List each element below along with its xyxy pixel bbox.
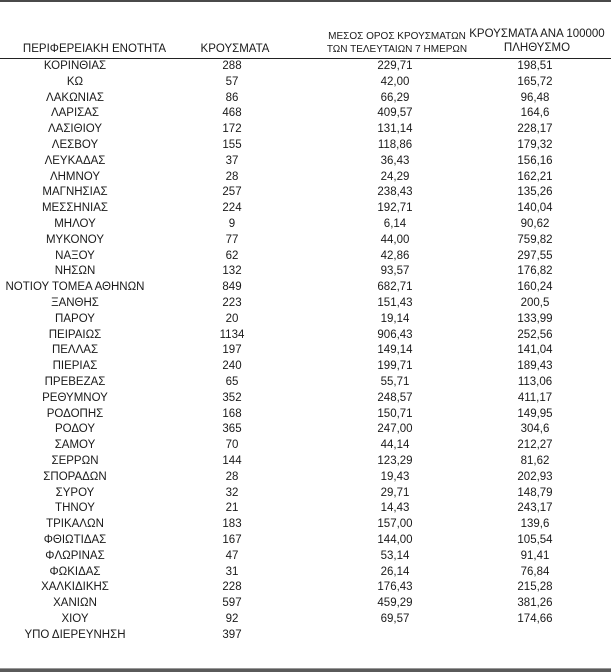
- cell-region: ΜΑΓΝΗΣΙΑΣ: [42, 186, 108, 199]
- cell-region: ΝΗΣΩΝ: [54, 265, 96, 278]
- table-row: [0, 343, 611, 359]
- cell-per100k: 81,62: [520, 454, 550, 467]
- cell-per100k: 252,56: [517, 328, 553, 341]
- cell-cases: 20: [225, 312, 239, 325]
- cell-per100k: 189,43: [517, 360, 553, 373]
- cell-avg7: 123,29: [377, 454, 413, 467]
- table-row: [0, 533, 611, 549]
- table-row: [0, 312, 611, 328]
- cell-per100k: 411,17: [517, 391, 553, 404]
- cell-region: ΝΑΞΟΥ: [55, 249, 95, 262]
- cell-cases: 28: [225, 170, 239, 183]
- cell-cases: 31: [225, 565, 239, 578]
- cell-region: ΚΩ: [66, 75, 84, 88]
- cell-region: ΜΗΛΟΥ: [54, 217, 96, 230]
- cell-avg7: 53,14: [380, 549, 410, 562]
- table-row: [0, 549, 611, 565]
- cell-region: ΧΑΝΙΩΝ: [53, 597, 97, 610]
- cell-avg7: 42,86: [380, 249, 410, 262]
- cell-per100k: 215,28: [517, 581, 553, 594]
- table-row: [0, 375, 611, 391]
- cell-cases: 597: [222, 597, 242, 610]
- cell-cases: 155: [222, 138, 242, 151]
- cell-avg7: 36,43: [380, 154, 410, 167]
- cell-region: ΧΙΟΥ: [61, 612, 89, 625]
- cell-avg7: 229,71: [377, 60, 413, 72]
- header-region: ΠΕΡΙΦΕΡΕΙΑΚΗ ΕΝΟΤΗΤΑ: [22, 43, 167, 55]
- cell-avg7: 19,14: [380, 312, 410, 325]
- cell-cases: 167: [222, 533, 242, 546]
- table-row: [0, 438, 611, 454]
- cell-cases: 397: [222, 628, 242, 641]
- cell-cases: 77: [225, 233, 239, 246]
- cell-region: ΣΥΡΟΥ: [55, 486, 95, 499]
- header-per100k: [462, 27, 611, 55]
- table-row: [0, 59, 611, 75]
- cell-cases: 468: [222, 107, 242, 120]
- cell-avg7: 118,86: [377, 138, 413, 151]
- cell-avg7: 238,43: [377, 186, 413, 199]
- header-avg7-line2: ΤΩΝ ΤΕΛΕΥΤΑΙΩΝ 7 ΗΜΕΡΩΝ: [326, 44, 468, 55]
- cell-cases: 47: [225, 549, 239, 562]
- cell-region: ΧΑΛΚΙΔΙΚΗΣ: [41, 581, 109, 594]
- cell-avg7: 176,43: [377, 581, 413, 594]
- cell-per100k: 304,6: [520, 423, 550, 436]
- table-row: [0, 201, 611, 217]
- cell-cases: 228: [222, 581, 242, 594]
- table-row: [0, 296, 611, 312]
- cell-avg7: 66,29: [380, 91, 410, 104]
- cell-region: ΣΕΡΡΩΝ: [51, 454, 99, 467]
- cell-avg7: 459,29: [377, 597, 413, 610]
- table-row: [0, 470, 611, 486]
- cell-avg7: 151,43: [377, 296, 413, 309]
- cell-region: ΡΟΔΟΥ: [54, 423, 96, 436]
- cell-avg7: 247,00: [377, 423, 413, 436]
- table-row: [0, 264, 611, 280]
- cell-per100k: 133,99: [517, 312, 553, 325]
- cell-region: ΠΡΕΒΕΖΑΣ: [44, 375, 106, 388]
- cell-per100k: 139,6: [520, 518, 550, 531]
- cell-region: ΡΟΔΟΠΗΣ: [46, 407, 104, 420]
- cell-per100k: 162,21: [517, 170, 553, 183]
- table-row: [0, 454, 611, 470]
- cell-cases: 32: [225, 486, 239, 499]
- cell-region: ΠΕΛΛΑΣ: [51, 344, 99, 357]
- table-row: [0, 486, 611, 502]
- cell-per100k: 90,62: [520, 217, 550, 230]
- cell-per100k: 165,72: [517, 75, 553, 88]
- cell-per100k: 96,48: [520, 91, 550, 104]
- cell-per100k: 198,51: [517, 60, 553, 72]
- table-row: [0, 580, 611, 596]
- cell-cases: 37: [225, 154, 239, 167]
- cell-cases: 86: [225, 91, 239, 104]
- table-row: [0, 517, 611, 533]
- table-row: [0, 328, 611, 344]
- table-row: [0, 249, 611, 265]
- cell-per100k: 212,27: [517, 439, 553, 452]
- cell-avg7: 6,14: [383, 217, 407, 230]
- cell-cases: 257: [222, 186, 242, 199]
- header-cases: ΚΡΟΥΣΜΑΤΑ: [200, 43, 270, 55]
- cell-region: ΥΠΟ ΔΙΕΡΕΥΝΗΣΗ: [24, 628, 126, 641]
- cell-cases: 132: [222, 265, 242, 278]
- table-row: [0, 91, 611, 107]
- cell-avg7: 14,43: [380, 502, 410, 515]
- cell-avg7: 248,57: [377, 391, 413, 404]
- table-row: [0, 612, 611, 628]
- cell-region: ΦΩΚΙΔΑΣ: [49, 565, 101, 578]
- cell-avg7: 131,14: [377, 123, 413, 136]
- table-row: [0, 217, 611, 233]
- cell-cases: 849: [222, 281, 242, 294]
- cell-per100k: 179,32: [517, 138, 553, 151]
- cell-cases: 57: [225, 75, 239, 88]
- table-body: [0, 59, 611, 643]
- cell-cases: 65: [225, 375, 239, 388]
- table-row: [0, 407, 611, 423]
- cell-region: ΠΑΡΟΥ: [55, 312, 95, 325]
- cell-per100k: 135,26: [517, 186, 553, 199]
- cell-avg7: 150,71: [377, 407, 413, 420]
- table-row: [0, 501, 611, 517]
- cell-region: ΦΘΙΩΤΙΔΑΣ: [43, 533, 107, 546]
- cell-region: ΛΕΥΚΑΔΑΣ: [44, 154, 106, 167]
- cell-region: ΤΗΝΟΥ: [55, 502, 95, 515]
- cell-region: ΠΙΕΡΙΑΣ: [52, 360, 98, 373]
- cell-cases: 62: [225, 249, 239, 262]
- table-header: [0, 0, 611, 59]
- cell-region: ΦΛΩΡΙΝΑΣ: [45, 549, 105, 562]
- table-row: [0, 596, 611, 612]
- cell-per100k: 200,5: [520, 296, 550, 309]
- cell-region: ΛΑΡΙΣΑΣ: [50, 107, 100, 120]
- cell-avg7: 199,71: [377, 360, 413, 373]
- cell-avg7: 44,00: [380, 233, 410, 246]
- cell-per100k: 113,06: [517, 375, 553, 388]
- table-row: [0, 106, 611, 122]
- cell-avg7: 149,14: [377, 344, 413, 357]
- cell-avg7: 44,14: [380, 439, 410, 452]
- cell-cases: 28: [225, 470, 239, 483]
- cell-per100k: 140,04: [517, 202, 553, 215]
- cell-cases: 21: [225, 502, 239, 515]
- cell-region: ΞΑΝΘΗΣ: [51, 296, 99, 309]
- table-row: [0, 565, 611, 581]
- cell-region: ΛΑΚΩΝΙΑΣ: [46, 91, 104, 104]
- cell-per100k: 160,24: [517, 281, 553, 294]
- cell-cases: 70: [225, 439, 239, 452]
- cell-avg7: 192,71: [377, 202, 413, 215]
- table-row: [0, 122, 611, 138]
- bottom-border: [0, 668, 611, 672]
- cell-region: ΜΥΚΟΝΟΥ: [45, 233, 105, 246]
- cell-per100k: 759,82: [517, 233, 553, 246]
- cell-cases: 183: [222, 518, 242, 531]
- cell-per100k: 141,04: [517, 344, 553, 357]
- table-row: [0, 422, 611, 438]
- cell-per100k: 243,17: [517, 502, 553, 515]
- cell-cases: 172: [222, 123, 242, 136]
- table-row: [0, 75, 611, 91]
- cell-cases: 1134: [219, 328, 245, 341]
- cell-cases: 288: [222, 60, 242, 72]
- cell-per100k: 176,82: [517, 265, 553, 278]
- cell-cases: 240: [222, 360, 242, 373]
- cell-avg7: 93,57: [380, 265, 410, 278]
- cell-region: ΛΑΣΙΘΙΟΥ: [47, 123, 103, 136]
- cell-avg7: 29,71: [380, 486, 410, 499]
- table-row: [0, 359, 611, 375]
- cell-avg7: 157,00: [377, 518, 413, 531]
- cell-per100k: 149,95: [517, 407, 553, 420]
- cell-cases: 223: [222, 296, 242, 309]
- table-row: [0, 138, 611, 154]
- cell-avg7: 19,43: [380, 470, 410, 483]
- table-row: [0, 280, 611, 296]
- cell-avg7: 409,57: [377, 107, 413, 120]
- cell-region: ΜΕΣΣΗΝΙΑΣ: [41, 202, 109, 215]
- cell-region: ΛΕΣΒΟΥ: [51, 138, 99, 151]
- table-row: [0, 233, 611, 249]
- cell-region: ΤΡΙΚΑΛΩΝ: [46, 518, 104, 531]
- cell-avg7: 26,14: [380, 565, 410, 578]
- cell-per100k: 164,6: [520, 107, 550, 120]
- cell-region: ΛΗΜΝΟΥ: [49, 170, 101, 183]
- cell-per100k: 91,41: [520, 549, 550, 562]
- cell-region: ΣΑΜΟΥ: [54, 439, 96, 452]
- cell-cases: 144: [222, 454, 242, 467]
- table-row: [0, 154, 611, 170]
- cell-avg7: 55,71: [380, 375, 410, 388]
- header-per100k-line1: ΚΡΟΥΣΜΑΤΑ ΑΝΑ 100000: [469, 28, 605, 40]
- cell-per100k: 148,79: [517, 486, 553, 499]
- cell-per100k: 76,84: [520, 565, 550, 578]
- cell-avg7: 682,71: [377, 281, 413, 294]
- cell-region: ΣΠΟΡΑΔΩΝ: [43, 470, 107, 483]
- cell-per100k: 174,66: [517, 612, 553, 625]
- cell-per100k: 228,17: [517, 123, 553, 136]
- table-row: [0, 185, 611, 201]
- cell-cases: 224: [222, 202, 242, 215]
- cell-per100k: 202,93: [517, 470, 553, 483]
- table-row: [0, 391, 611, 407]
- cell-avg7: 69,57: [380, 612, 410, 625]
- cell-cases: 92: [225, 612, 239, 625]
- cell-per100k: 156,16: [517, 154, 553, 167]
- cell-per100k: 105,54: [517, 533, 553, 546]
- cell-cases: 168: [222, 407, 242, 420]
- cell-region: ΠΕΙΡΑΙΩΣ: [48, 328, 102, 341]
- cell-region: ΡΕΘΥΜΝΟΥ: [42, 391, 108, 404]
- cell-region: ΚΟΡΙΝΘΙΑΣ: [43, 60, 107, 72]
- cell-per100k: 297,55: [517, 249, 553, 262]
- table-row: [0, 628, 611, 644]
- header-avg7-line1: ΜΕΣΟΣ ΟΡΟΣ ΚΡΟΥΣΜΑΤΩΝ: [328, 31, 466, 42]
- header-per100k-line2: ΠΛΗΘΥΣΜΟ: [503, 42, 571, 54]
- cell-cases: 365: [222, 423, 242, 436]
- cell-cases: 197: [222, 344, 242, 357]
- cell-region: ΝΟΤΙΟΥ ΤΟΜΕΑ ΑΘΗΝΩΝ: [5, 281, 145, 294]
- cell-avg7: 42,00: [380, 75, 410, 88]
- cell-cases: 352: [222, 391, 242, 404]
- cell-avg7: 906,43: [377, 328, 413, 341]
- cell-avg7: 144,00: [377, 533, 413, 546]
- table-row: [0, 170, 611, 186]
- cell-per100k: 381,26: [517, 597, 553, 610]
- cell-cases: 9: [228, 217, 236, 230]
- cell-avg7: 24,29: [380, 170, 410, 183]
